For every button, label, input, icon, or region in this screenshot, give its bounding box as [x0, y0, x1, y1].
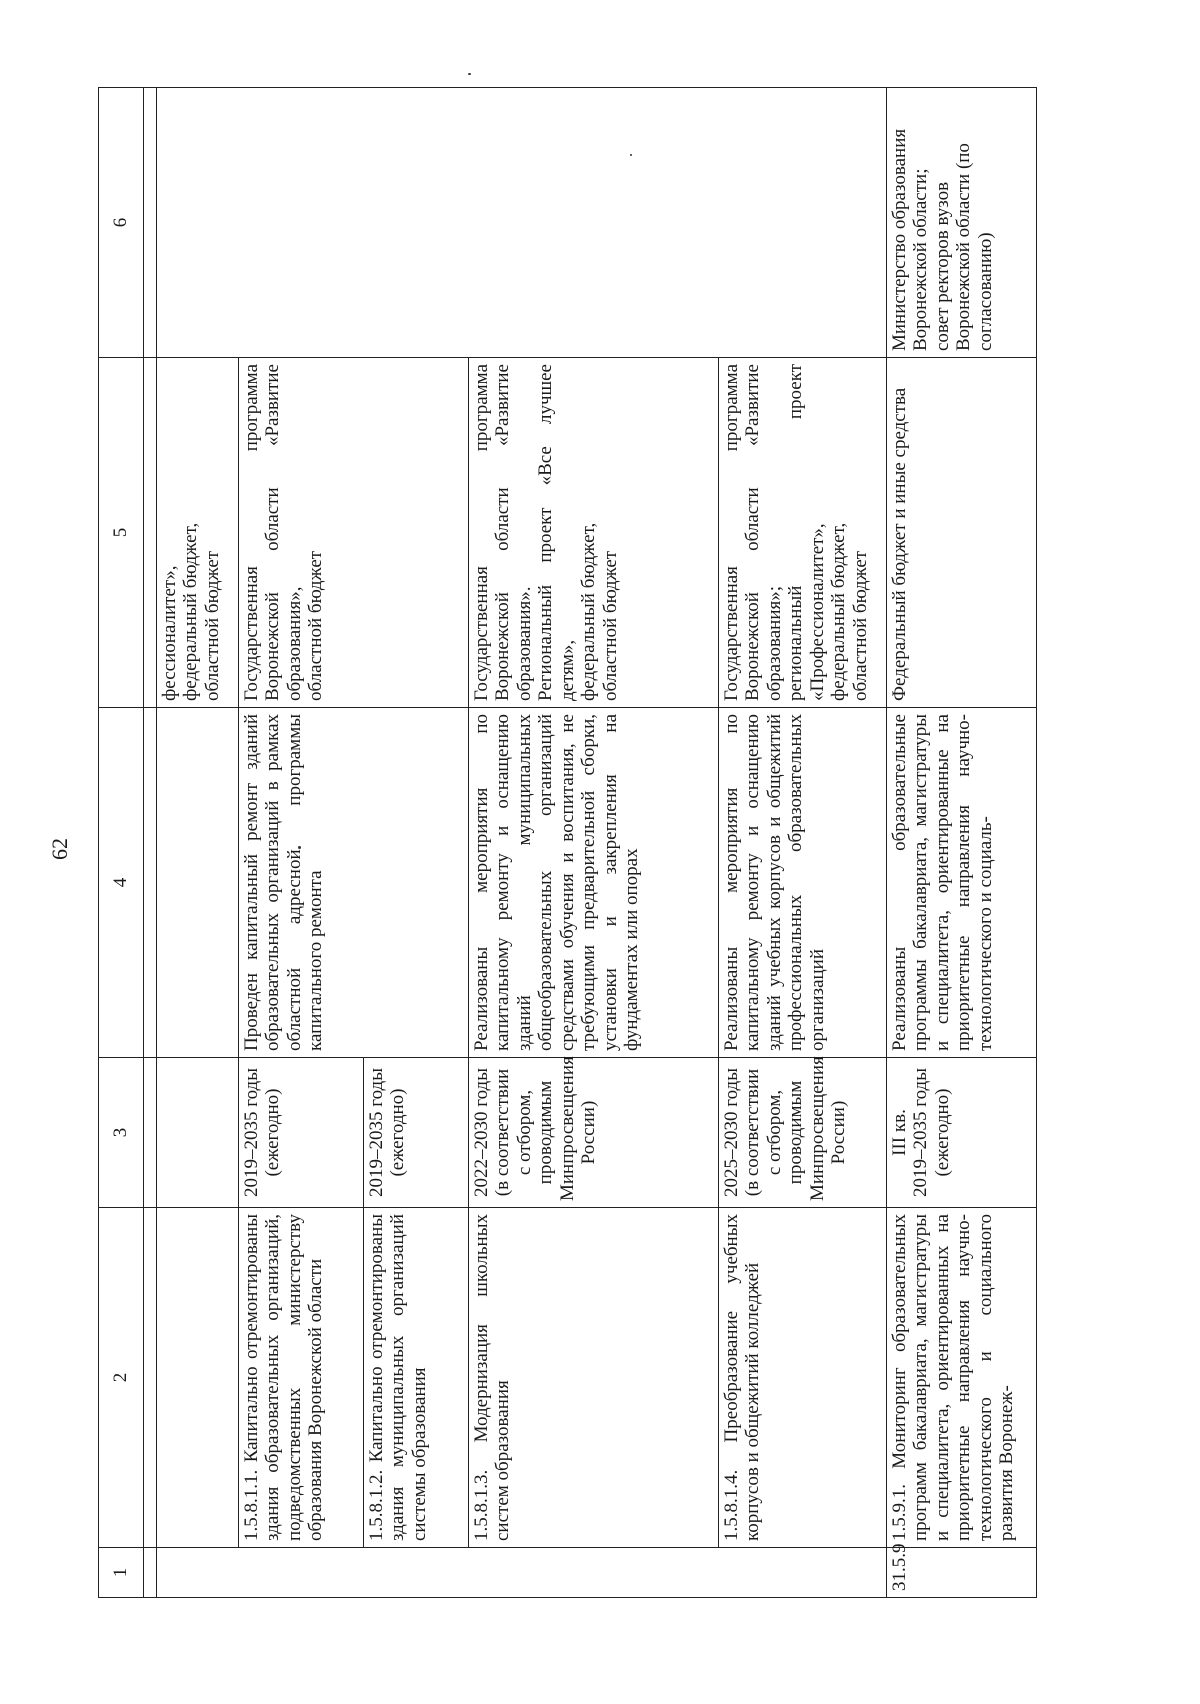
header-cell: 3	[99, 1058, 144, 1208]
cell-measure: 1.5.8.1.3. Модернизация школьных систем образования	[469, 1208, 719, 1548]
header-cell: 2	[99, 1208, 144, 1548]
cell-num	[719, 1548, 887, 1598]
cell-period	[157, 1058, 239, 1208]
cell-measure	[157, 1208, 239, 1548]
cell-num	[469, 1548, 719, 1598]
cell-measure: 1.5.9.1. Мониторинг образовательных программ бакалавриата, магистратуры и специалитета, ориентированных на приоритетные направления научно-технологического и социального развития Воронеж-	[887, 1208, 1037, 1548]
cell-measure: 1.5.8.1.2. Капитально отремонтированы здания муниципальных организаций системы образования	[364, 1208, 469, 1548]
spacer-row	[144, 88, 157, 1598]
cell-period: III кв. 2019–2035 годы (ежегодно)	[887, 1058, 1037, 1208]
cell-period: 2022–2030 годы (в соответствии с отбором, проводимым Минпросвещения России)	[469, 1058, 719, 1208]
cell-num	[364, 1548, 469, 1598]
cell-source: фессионалитет», федеральный бюджет, областной бюджет	[157, 358, 239, 708]
page-number: 62	[47, 838, 72, 860]
stray-mark	[468, 73, 471, 75]
header-cell: 1	[99, 1548, 144, 1598]
cell-result: Реализованы образовательные программы бакалавриата, магистратуры и специалитета, ориентированные на приоритетные направления научно-технологического и социаль-	[887, 708, 1037, 1058]
cell-period: 2019–2035 годы (ежегодно)	[239, 1058, 364, 1208]
table-row	[157, 88, 239, 1598]
header-cell: 5	[99, 358, 144, 708]
cell-executor	[239, 88, 887, 358]
header-cell: 4	[99, 708, 144, 1058]
cell-period: 2025–2030 годы (в соответствии с отбором, проводимым Минпросвещения России)	[719, 1058, 887, 1208]
cell-source: Государственная программа Воронежской области «Развитие образования»; региональный проект «Профессионалитет», федеральный бюджет, областной бюджет	[719, 358, 887, 708]
cell-measure: 1.5.8.1.1. Капитально отремонтированы здания образовательных организаций, подведомственных министерству образования Воронежской области	[239, 1208, 364, 1548]
cell-num	[157, 1548, 239, 1598]
cell-result: Реализованы мероприятия по капитальному ремонту и оснащению зданий учебных корпусов и общежитий профессиональных образовательных организаций	[719, 708, 887, 1058]
cell-result: Реализованы мероприятия по капитальному ремонту и оснащению зданий муниципальных общеобразовательных организаций средствами обучения и воспитания, не требующими предварительной сборки, установки и закрепления на фундаментах или опорах	[469, 708, 719, 1058]
cell-source: Государственная программа Воронежской области «Развитие образования», областной бюджет	[239, 358, 469, 708]
cell-executor: Министерство образования Воронежской области; совет ректоров вузов Воронежской области (по согласованию)	[887, 88, 1037, 358]
cell-result	[157, 708, 239, 1058]
cell-measure: 1.5.8.1.4. Преобразование учебных корпусов и общежитий колледжей	[719, 1208, 887, 1548]
table-row	[887, 88, 1037, 1598]
cell-num: 31.5.9	[887, 1548, 1037, 1598]
header-row	[99, 88, 144, 1598]
table-row	[239, 88, 364, 1598]
header-cell: 6	[99, 88, 144, 358]
cell-source: Федеральный бюджет и иные средства	[887, 358, 1037, 708]
cell-period: 2019–2035 годы (ежегодно)	[364, 1058, 469, 1208]
rotated-table-wrapper	[98, 88, 1122, 1598]
cell-num	[239, 1548, 364, 1598]
plan-table	[98, 87, 1037, 1598]
cell-result: Проведен капитальный ремонт зданий образовательных организаций в рамках областной адресной программы капитального ремонта	[239, 708, 469, 1058]
cell-source: Государственная программа Воронежской области «Развитие образования». Региональный проект «Все лучшее детям», федеральный бюджет, областной бюджет	[469, 358, 719, 708]
cell-executor	[157, 88, 239, 358]
